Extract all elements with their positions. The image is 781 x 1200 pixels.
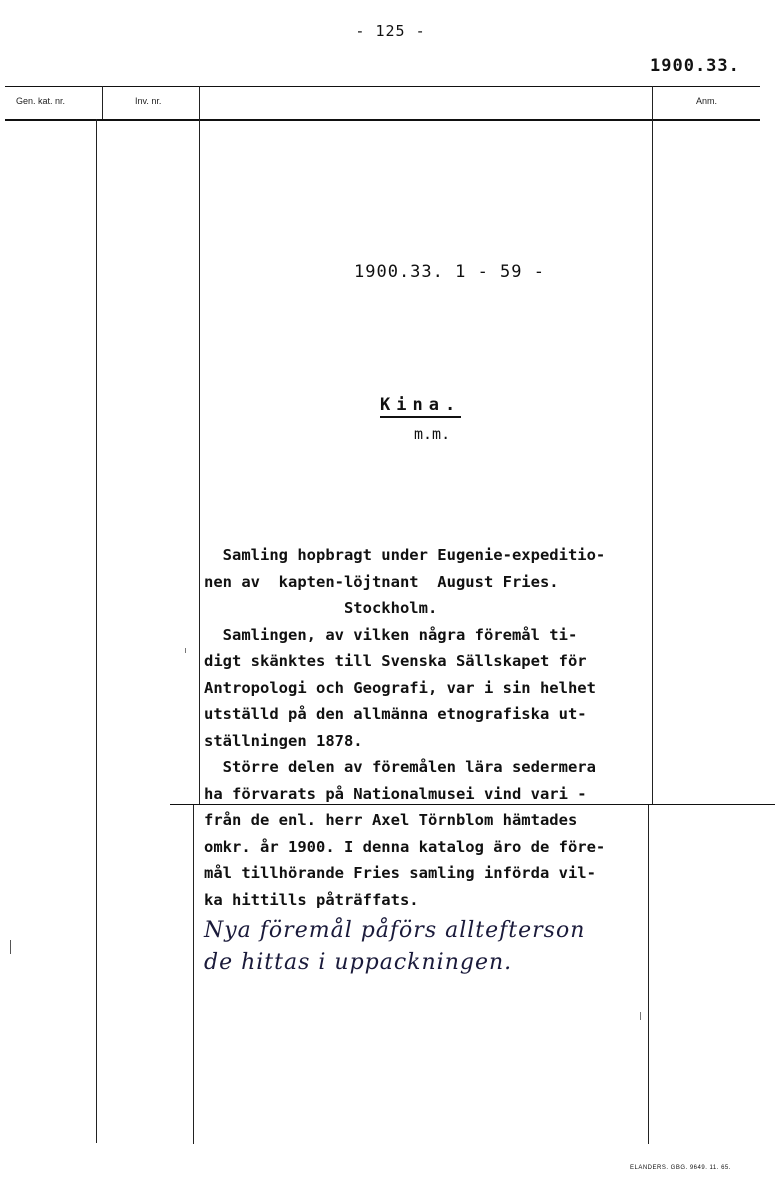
header-bottom-rule <box>5 119 760 121</box>
column-divider-1-body <box>96 119 97 1143</box>
column-divider-2 <box>199 86 200 804</box>
paper-speck <box>640 1012 641 1020</box>
column-header-gen-kat-nr: Gen. kat. nr. <box>16 96 66 106</box>
page-number: - 125 - <box>355 22 426 40</box>
record-subheading: m.m. <box>414 425 451 443</box>
column-header-anm: Anm. <box>696 96 718 106</box>
description-line: Större delen av föremålen lära sedermera <box>204 758 596 776</box>
description-line: utställd på den allmänna etnografiska ut- <box>204 705 587 723</box>
record-heading: Kina. <box>380 395 461 418</box>
paper-speck <box>185 648 186 653</box>
description-line: omkr. år 1900. I denna katalog äro de före- <box>204 837 606 856</box>
description-line: ställningen 1878. <box>204 731 363 750</box>
description-line: mål tillhörande Fries samling införda vil- <box>204 864 596 882</box>
description-line: digt skänktes till Svenska Sällskapet för <box>204 652 587 670</box>
record-description <box>204 542 654 913</box>
description-line: Antropologi och Geografi, var i sin helhet <box>204 678 596 697</box>
header-top-rule <box>5 86 760 87</box>
record-title: 1900.33. 1 - 59 - <box>354 262 545 282</box>
column-divider-2-lower <box>193 804 194 1144</box>
description-line: Samlingen, av vilken några föremål ti- <box>204 625 578 644</box>
handwritten-note-line: Nya föremål påförs alltefterson <box>204 918 586 943</box>
column-divider-1 <box>102 86 103 119</box>
description-line: Stockholm. <box>204 599 438 617</box>
accession-number-corner: 1900.33. <box>650 56 740 76</box>
handwritten-note-line: de hittas i uppackningen. <box>204 950 513 975</box>
description-line: Samling hopbragt under Eugenie-expeditio- <box>204 546 606 564</box>
description-line: ha förvarats på Nationalmusei vind vari - <box>204 784 587 803</box>
description-line: ka hittills påträffats. <box>204 890 419 909</box>
paper-speck <box>10 940 11 954</box>
description-line: nen av kapten-löjtnant August Fries. <box>204 572 559 591</box>
column-header-inv-nr: Inv. nr. <box>135 96 162 106</box>
description-line: från de enl. herr Axel Törnblom hämtades <box>204 811 578 829</box>
printer-mark: ELANDERS. GBG. 9649. 11. 65. <box>630 1165 731 1171</box>
